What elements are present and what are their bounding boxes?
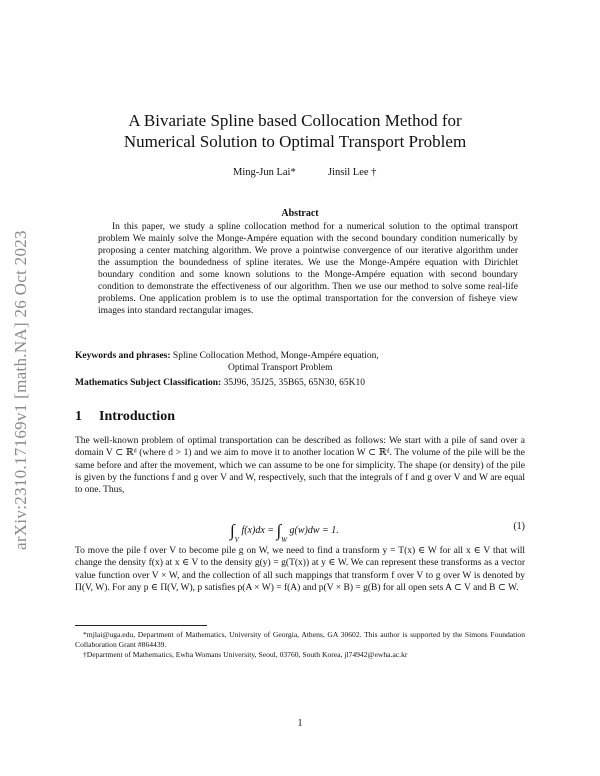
section-number: 1 <box>75 409 82 424</box>
section-title: Introduction <box>99 409 175 424</box>
abstract-text: In this paper, we study a spline collocation method for a numerical solution to the optimal transport problem We mainly solve the Monge-Ampére equation with the second boundary condition numerically by proposing a center matching algorithm. We prove a pointwise convergence of our iterative algorithm under the assumption the boundedness of spline iterates. We use the Monge-Ampére equation with Dirichlet boundary condition and some known solutions to the Monge-Ampére equation with second boundary condition to demonstrate the effectiveness of our algorithm. Then we use our method to solve some real-life problems. One application problem is to use the optimal transportation for the conversion of fisheye view images into standard rectangular images. <box>98 222 518 316</box>
equation-rhs: g(w)dw = 1. <box>289 525 339 536</box>
keywords-value-2: Optimal Transport Problem <box>228 363 333 373</box>
equation-lhs: f(x)dx = <box>241 525 275 536</box>
keywords <box>75 350 525 374</box>
author-2: Jinsil Lee † <box>328 167 377 178</box>
page-number: 1 <box>297 718 303 729</box>
author-list <box>0 167 600 181</box>
intro-paragraph-1: The well-known problem of optimal transportation can be described as follows: We start with a pile of sand over a domain V ⊂ ℝᵈ (where d > 1) and we aim to move it to another location W ⊂ ℝᵈ. The volume of the pile will be the same before and after the movement, which we can assume to be one for simplicity. The shape (or density) of the pile is given by the functions f and g over V and W, respectively, such that the integrals of f and g over V and W are equal to one. Thus, <box>75 436 525 496</box>
integral-symbol: ∫ <box>276 521 282 540</box>
section-heading <box>75 409 175 425</box>
msc-value: 35J96, 35J25, 35B65, 65N30, 65K10 <box>223 378 366 388</box>
integral-symbol: ∫ <box>230 521 235 540</box>
equation-1 <box>75 515 525 544</box>
msc-label: Mathematics Subject Classification: <box>75 378 222 388</box>
paper-title <box>90 110 500 152</box>
keywords-value-1: Spline Collocation Method, Monge-Ampére equation, <box>172 351 379 361</box>
arxiv-identifier: arXiv:2310.17169v1 [math.NA] 26 Oct 2023 <box>11 230 30 550</box>
intro-paragraph-2: To move the pile f over V to become pile g on W, we need to find a transform y = T(x) ∈ W for all x ∈ V that will change the density f(x) at x ∈ V to the density g(y) = g(T(x)) at y ∈ W. We can represent these transforms as a vector value function over V × W, and the collection of all such mappings that transform f over V to g over W is denoted by Π(V, W). For any p ∈ Π(V, W), p satisfies p(A × W) = f(A) and p(V × B) = g(B) for all open sets A ⊂ V and B ⊂ W. <box>75 546 525 593</box>
msc-classification <box>75 378 525 388</box>
author-1: Ming-Jun Lai* <box>233 167 296 178</box>
footnote-2: †Department of Mathematics, Ewha Womans University, Seoul, 03760, South Korea, jl74942@ewha.ac.kr <box>83 650 408 659</box>
footnotes <box>75 630 525 660</box>
abstract-heading: Abstract <box>281 208 319 219</box>
keywords-label: Keywords and phrases: <box>75 351 171 361</box>
footnote-1: *mjlai@uga.edu, Department of Mathematics, University of Georgia, Athens, GA 30602. This author is supported by the Simons Foundation Collaboration Grant #864439. <box>75 630 525 649</box>
title-line-2: Numerical Solution to Optimal Transport Problem <box>123 132 467 151</box>
equation-number: (1) <box>513 521 525 532</box>
footnote-rule <box>75 625 207 626</box>
integral-domain-v: V <box>234 536 239 544</box>
title-line-1: A Bivariate Spline based Collocation Method for <box>128 111 462 130</box>
integral-domain-w: W <box>281 536 288 544</box>
